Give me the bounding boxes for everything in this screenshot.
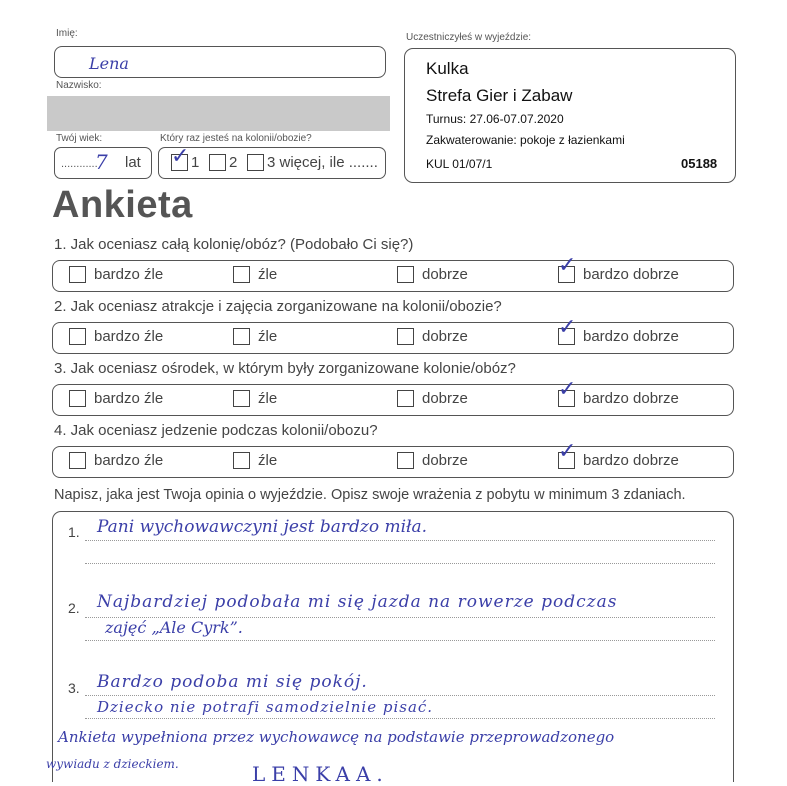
rating-option-label: źle [258, 390, 278, 407]
name-field[interactable] [54, 46, 386, 78]
age-unit: lat [125, 154, 141, 171]
checkmark-icon: ✓ [558, 439, 577, 464]
rating-option-label: bardzo źle [94, 390, 164, 407]
trip-code: KUL 01/07/1 [426, 157, 493, 171]
rating-option-label: dobrze [422, 328, 468, 345]
age-label: Twój wiek: [56, 133, 103, 144]
camp-count-option-1: 1 [191, 154, 200, 171]
rating-option-label: dobrze [422, 452, 468, 469]
checkmark-icon: ✓ [558, 377, 577, 402]
rating-option-label: bardzo dobrze [583, 266, 679, 283]
rating-checkbox[interactable] [69, 452, 86, 469]
rating-checkbox[interactable] [233, 390, 250, 407]
camp-count-checkbox-3[interactable] [247, 154, 264, 171]
camp-count-option-3: 3 więcej, ile ....... [267, 154, 378, 171]
page-title: Ankieta [52, 184, 193, 226]
rating-option-label: bardzo źle [94, 452, 164, 469]
surname-redacted [47, 96, 390, 131]
trip-turnus: Turnus: 27.06-07.07.2020 [426, 112, 564, 126]
rating-checkbox[interactable] [69, 266, 86, 283]
rating-option-label: źle [258, 266, 278, 283]
age-dots: ............ [61, 158, 98, 170]
trip-lodging: Zakwaterowanie: pokoje z łazienkami [426, 133, 625, 147]
trip-subtitle: Strefa Gier i Zabaw [426, 86, 573, 105]
rating-option-label: źle [258, 328, 278, 345]
camp-count-label: Który raz jesteś na kolonii/obozie? [160, 133, 312, 144]
note-line-2: Ankieta wypełniona przez wychowawcę na podstawie przeprowadzonego [58, 728, 615, 746]
trip-box [404, 48, 736, 183]
writing-line [85, 718, 715, 719]
checkmark-icon: ✓ [558, 253, 577, 278]
signature: LENKAA. [252, 762, 389, 786]
camp-count-checkbox-2[interactable] [209, 154, 226, 171]
rating-option-label: bardzo dobrze [583, 390, 679, 407]
trip-label: Uczestniczyłeś w wyjeździe: [406, 32, 532, 43]
rating-option-label: bardzo źle [94, 266, 164, 283]
opinion-number-1: 1. [68, 524, 80, 540]
name-label: Imię: [56, 28, 78, 39]
rating-checkbox[interactable] [397, 390, 414, 407]
rating-option-label: dobrze [422, 266, 468, 283]
writing-line [85, 640, 715, 641]
rating-checkbox[interactable] [397, 328, 414, 345]
rating-option-label: bardzo źle [94, 328, 164, 345]
rating-row [52, 377, 734, 416]
question-text: 1. Jak oceniasz całą kolonię/obóz? (Podobało Ci się?) [54, 236, 414, 253]
camp-count-option-2: 2 [229, 154, 238, 171]
rating-row [52, 253, 734, 292]
answer-3: Bardzo podoba mi się pokój. [97, 672, 368, 692]
age-field[interactable] [54, 147, 152, 179]
rating-checkbox[interactable] [233, 328, 250, 345]
rating-checkbox[interactable] [69, 328, 86, 345]
answer-2: Najbardziej podobała mi się jazda na rowerze podczas [97, 592, 618, 612]
opinion-number-3: 3. [68, 680, 80, 696]
writing-line [85, 695, 715, 696]
rating-option-label: bardzo dobrze [583, 328, 679, 345]
rating-checkbox[interactable] [233, 452, 250, 469]
rating-option-label: bardzo dobrze [583, 452, 679, 469]
question-text: 2. Jak oceniasz atrakcje i zajęcia zorganizowane na kolonii/obozie? [54, 298, 502, 315]
rating-checkbox[interactable] [233, 266, 250, 283]
checkmark-icon: ✓ [171, 144, 190, 169]
writing-line [85, 540, 715, 541]
opinion-number-2: 2. [68, 600, 80, 616]
rating-option-label: dobrze [422, 390, 468, 407]
note-line-3: wywiadu z dzieckiem. [46, 757, 179, 771]
rating-option-label: źle [258, 452, 278, 469]
opinion-prompt: Napisz, jaka jest Twoja opinia o wyjeździe. Opisz swoje wrażenia z pobytu w minimum 3 zdaniach. [54, 487, 686, 503]
trip-number: 05188 [681, 156, 718, 171]
answer-2-continued: zajęć „Ale Cyrk”. [105, 618, 243, 637]
age-value: 7 [95, 150, 108, 174]
name-value: Lena [89, 54, 129, 73]
rating-checkbox[interactable] [397, 452, 414, 469]
question-text: 4. Jak oceniasz jedzenie podczas kolonii/obozu? [54, 422, 378, 439]
answer-1: Pani wychowawczyni jest bardzo miła. [97, 517, 428, 537]
rating-row [52, 439, 734, 478]
surname-label: Nazwisko: [56, 80, 102, 91]
note-line-1: Dziecko nie potrafi samodzielnie pisać. [97, 698, 434, 716]
rating-checkbox[interactable] [397, 266, 414, 283]
rating-checkbox[interactable] [69, 390, 86, 407]
writing-line [85, 563, 715, 564]
camp-count-field [158, 144, 386, 179]
question-text: 3. Jak oceniasz ośrodek, w którym były zorganizowane kolonie/obóz? [54, 360, 516, 377]
rating-row [52, 315, 734, 354]
trip-name: Kulka [426, 59, 469, 78]
checkmark-icon: ✓ [558, 315, 577, 340]
